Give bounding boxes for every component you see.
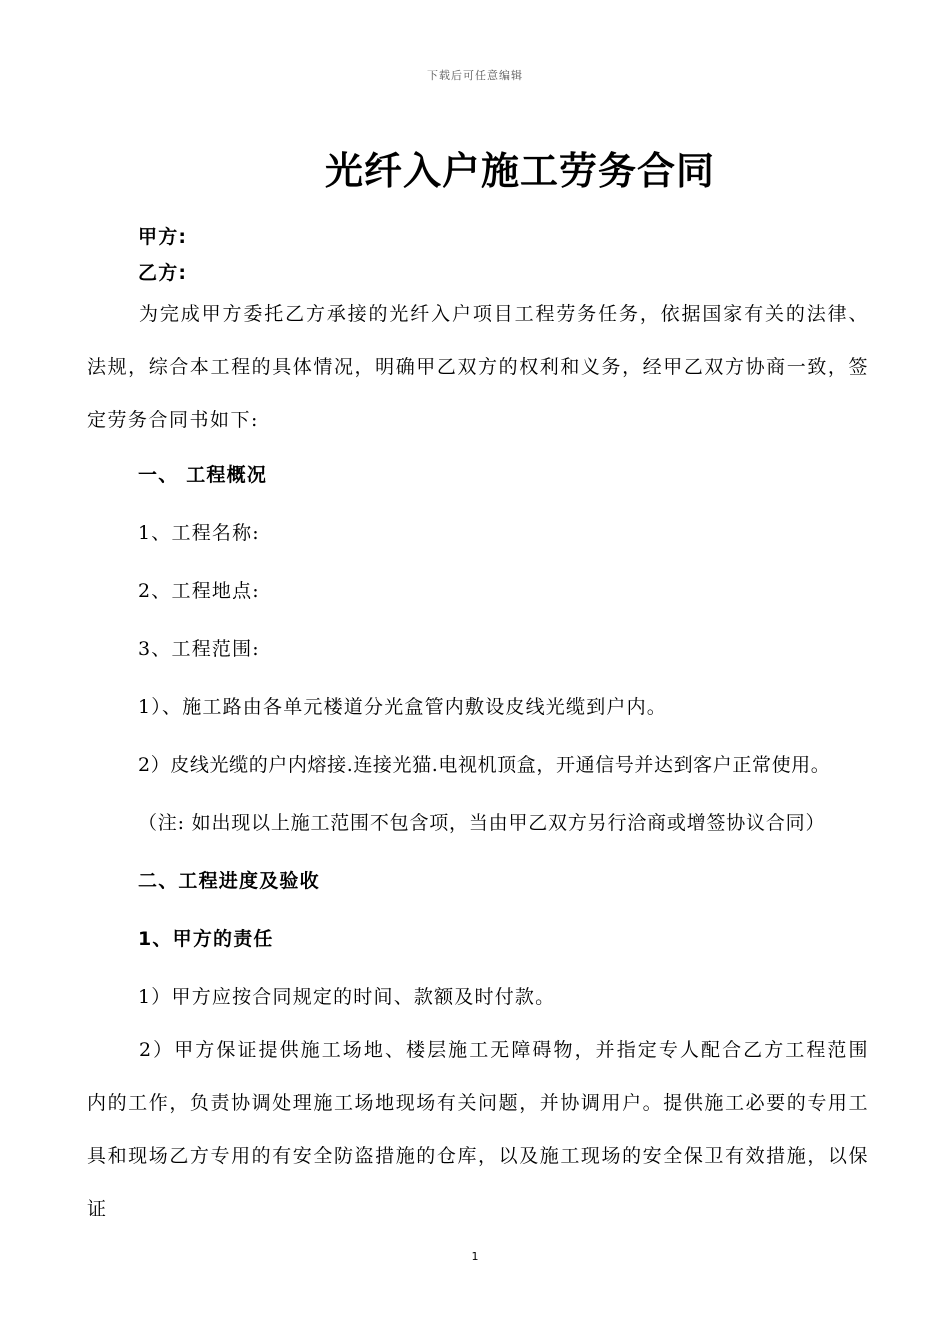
document-title: 光纤入户施工劳务合同 — [324, 149, 715, 193]
party-a-responsibility-heading: 1、甲方的责任 — [138, 928, 274, 950]
intro-paragraph: 为完成甲方委托乙方承接的光纤入户项目工程劳务任务，依据国家有关的法律、法规，综合本工程的具体情况，明确甲乙双方的权利和义务，经甲乙双方协商一致，签定劳务合同书如下: — [87, 303, 869, 431]
section-2-heading: 二、工程进度及验收 — [138, 870, 320, 892]
scope-note: （注: 如出现以上施工范围不包含项，当由甲乙双方另行洽商或增签协议合同） — [138, 812, 826, 834]
scope-item-2: 2）皮线光缆的户内熔接.连接光猫.电视机顶盒，开通信号并达到客户正常使用。 — [138, 754, 831, 776]
section-1-heading: 一、 工程概况 — [138, 464, 268, 486]
duty-item-1: 1）甲方应按合同规定的时间、款额及时付款。 — [138, 986, 556, 1008]
duty-item-2: 2）甲方保证提供施工场地、楼层施工无障碍物，并指定专人配合乙方工程范围内的工作，负责协调处理施工场地现场有关问题，并协调用户。提供施工必要的专用工具和现场乙方专用的有安全防盗措施的仓库，以及施工现场的安全保卫有效措施，以保证 — [87, 1039, 869, 1220]
party-b-label: 乙方: — [138, 262, 188, 284]
project-name-item: 1、工程名称: — [138, 522, 260, 544]
party-a-label: 甲方: — [138, 226, 188, 248]
page-number: 1 — [471, 1250, 479, 1263]
page-header: 下载后可任意编辑 — [427, 69, 523, 82]
project-scope-item: 3、工程范围: — [138, 638, 260, 660]
project-location-item: 2、工程地点: — [138, 580, 260, 602]
scope-item-1: 1）、施工路由各单元楼道分光盒管内敷设皮线光缆到户内。 — [138, 696, 667, 718]
